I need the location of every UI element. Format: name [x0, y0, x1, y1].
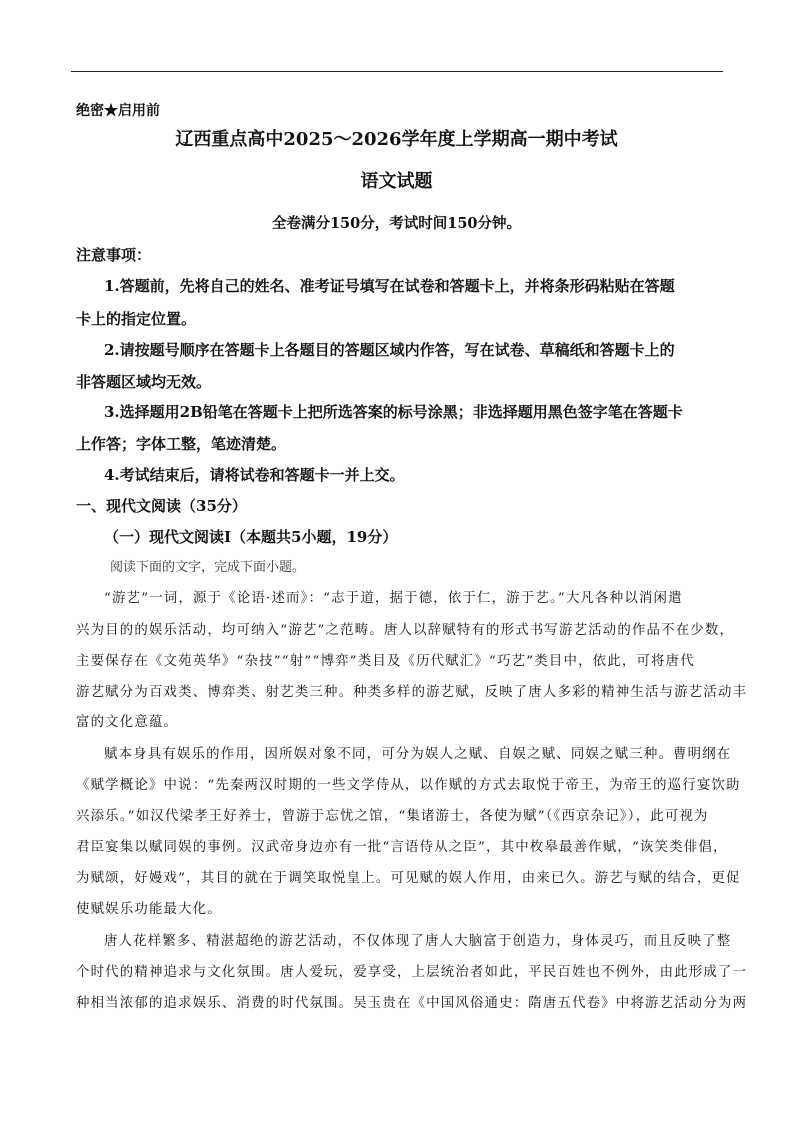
- notice-line: 4.考试结束后，请将试卷和答题卡一并上交。: [104, 466, 405, 484]
- passage-line: 君臣宴集以赋同娱的事例。汉武帝身边亦有一批“言语侍从之臣”，其中枚皋最善作赋，“诙笑类俳倡，: [76, 840, 728, 855]
- notice-line: 1.答题前，先将自己的姓名、准考证号填写在试卷和答题卡上，并将条形码粘贴在答题: [104, 277, 675, 295]
- passage-line: 兴添乐。”如汉代梁孝王好养士，曾游于忘忧之馆，“集诸游士，各使为赋”（《西京杂记》），此可视为: [76, 809, 709, 824]
- passage-line: 唐人花样繁多、精湛超绝的游艺活动，不仅体现了唐人大脑富于创造力，身体灵巧，而且反映了整: [104, 934, 732, 949]
- passage-line: 兴为目的的娱乐活动，均可纳入“游艺”之范畴。唐人以辞赋特有的形式书写游艺活动的作品不在少数，: [76, 623, 735, 638]
- passage-line: 富的文化意蕴。: [76, 715, 179, 730]
- subsection-title: （一）现代文阅读Ⅰ（本题共5小题，19分）: [104, 528, 398, 546]
- reading-prompt: 阅读下面的文字，完成下面小题。: [110, 560, 306, 575]
- passage-line: 使赋娱乐功能最大化。: [76, 902, 222, 917]
- header-rule: [71, 71, 723, 72]
- passage-line: 主要保存在《文苑英华》“杂技”“射”“博弈”类目及《历代赋汇》“巧艺”类目中，依此，可将唐代: [76, 654, 695, 669]
- notice-line: 2.请按题号顺序在答题卡上各题目的答题区域内作答，写在试卷、草稿纸和答题卡上的: [104, 341, 675, 359]
- section-title: 一、现代文阅读（35分）: [76, 497, 247, 515]
- notice-heading: 注意事项：: [76, 246, 152, 264]
- exam-title: 辽西重点高中2025～2026学年度上学期高一期中考试: [175, 129, 618, 150]
- exam-meta: 全卷满分150分，考试时间150分钟。: [271, 215, 522, 232]
- passage-line: 游艺赋分为百戏类、博弈类、射艺类三种。种类多样的游艺赋，反映了唐人多彩的精神生活与游艺活动丰: [76, 685, 748, 700]
- notice-line: 非答题区域均无效。: [76, 373, 212, 391]
- passage-line: 《赋学概论》中说：“先秦两汉时期的一些文学侍从，以作赋的方式去取悦于帝王，为帝王的巡行宴饮助: [76, 778, 741, 793]
- passage-line: 为赋颂，好嫚戏”，其目的就在于调笑取悦皇上。可见赋的娱人作用，由来已久。游艺与赋的结合，更促: [76, 871, 741, 886]
- passage-line: 赋本身具有娱乐的作用，因所娱对象不同，可分为娱人之赋、自娱之赋、同娱之赋三种。曹明纲在: [104, 747, 732, 762]
- secret-mark: 绝密★启用前: [76, 103, 160, 119]
- passage-line: “游艺”一词，源于《论语·述而》：“志于道，据于德，依于仁，游于艺。”大凡各种以消闲遣: [104, 591, 683, 606]
- passage-line: 个时代的精神追求与文化氛围。唐人爱玩，爱享受，上层统治者如此，平民百姓也不例外，由此形成了一: [76, 965, 748, 980]
- notice-line: 上作答；字体工整，笔迹清楚。: [76, 435, 287, 453]
- notice-line: 3.选择题用2B铅笔在答题卡上把所选答案的标号涂黑；非选择题用黑色签字笔在答题卡: [104, 403, 683, 421]
- notice-line: 卡上的指定位置。: [76, 310, 197, 328]
- subject-title: 语文试题: [360, 171, 433, 192]
- passage-line: 种相当浓郁的追求娱乐、消费的时代氛围。吴玉贵在《中国风俗通史：隋唐五代卷》中将游艺活动分为两: [76, 996, 748, 1011]
